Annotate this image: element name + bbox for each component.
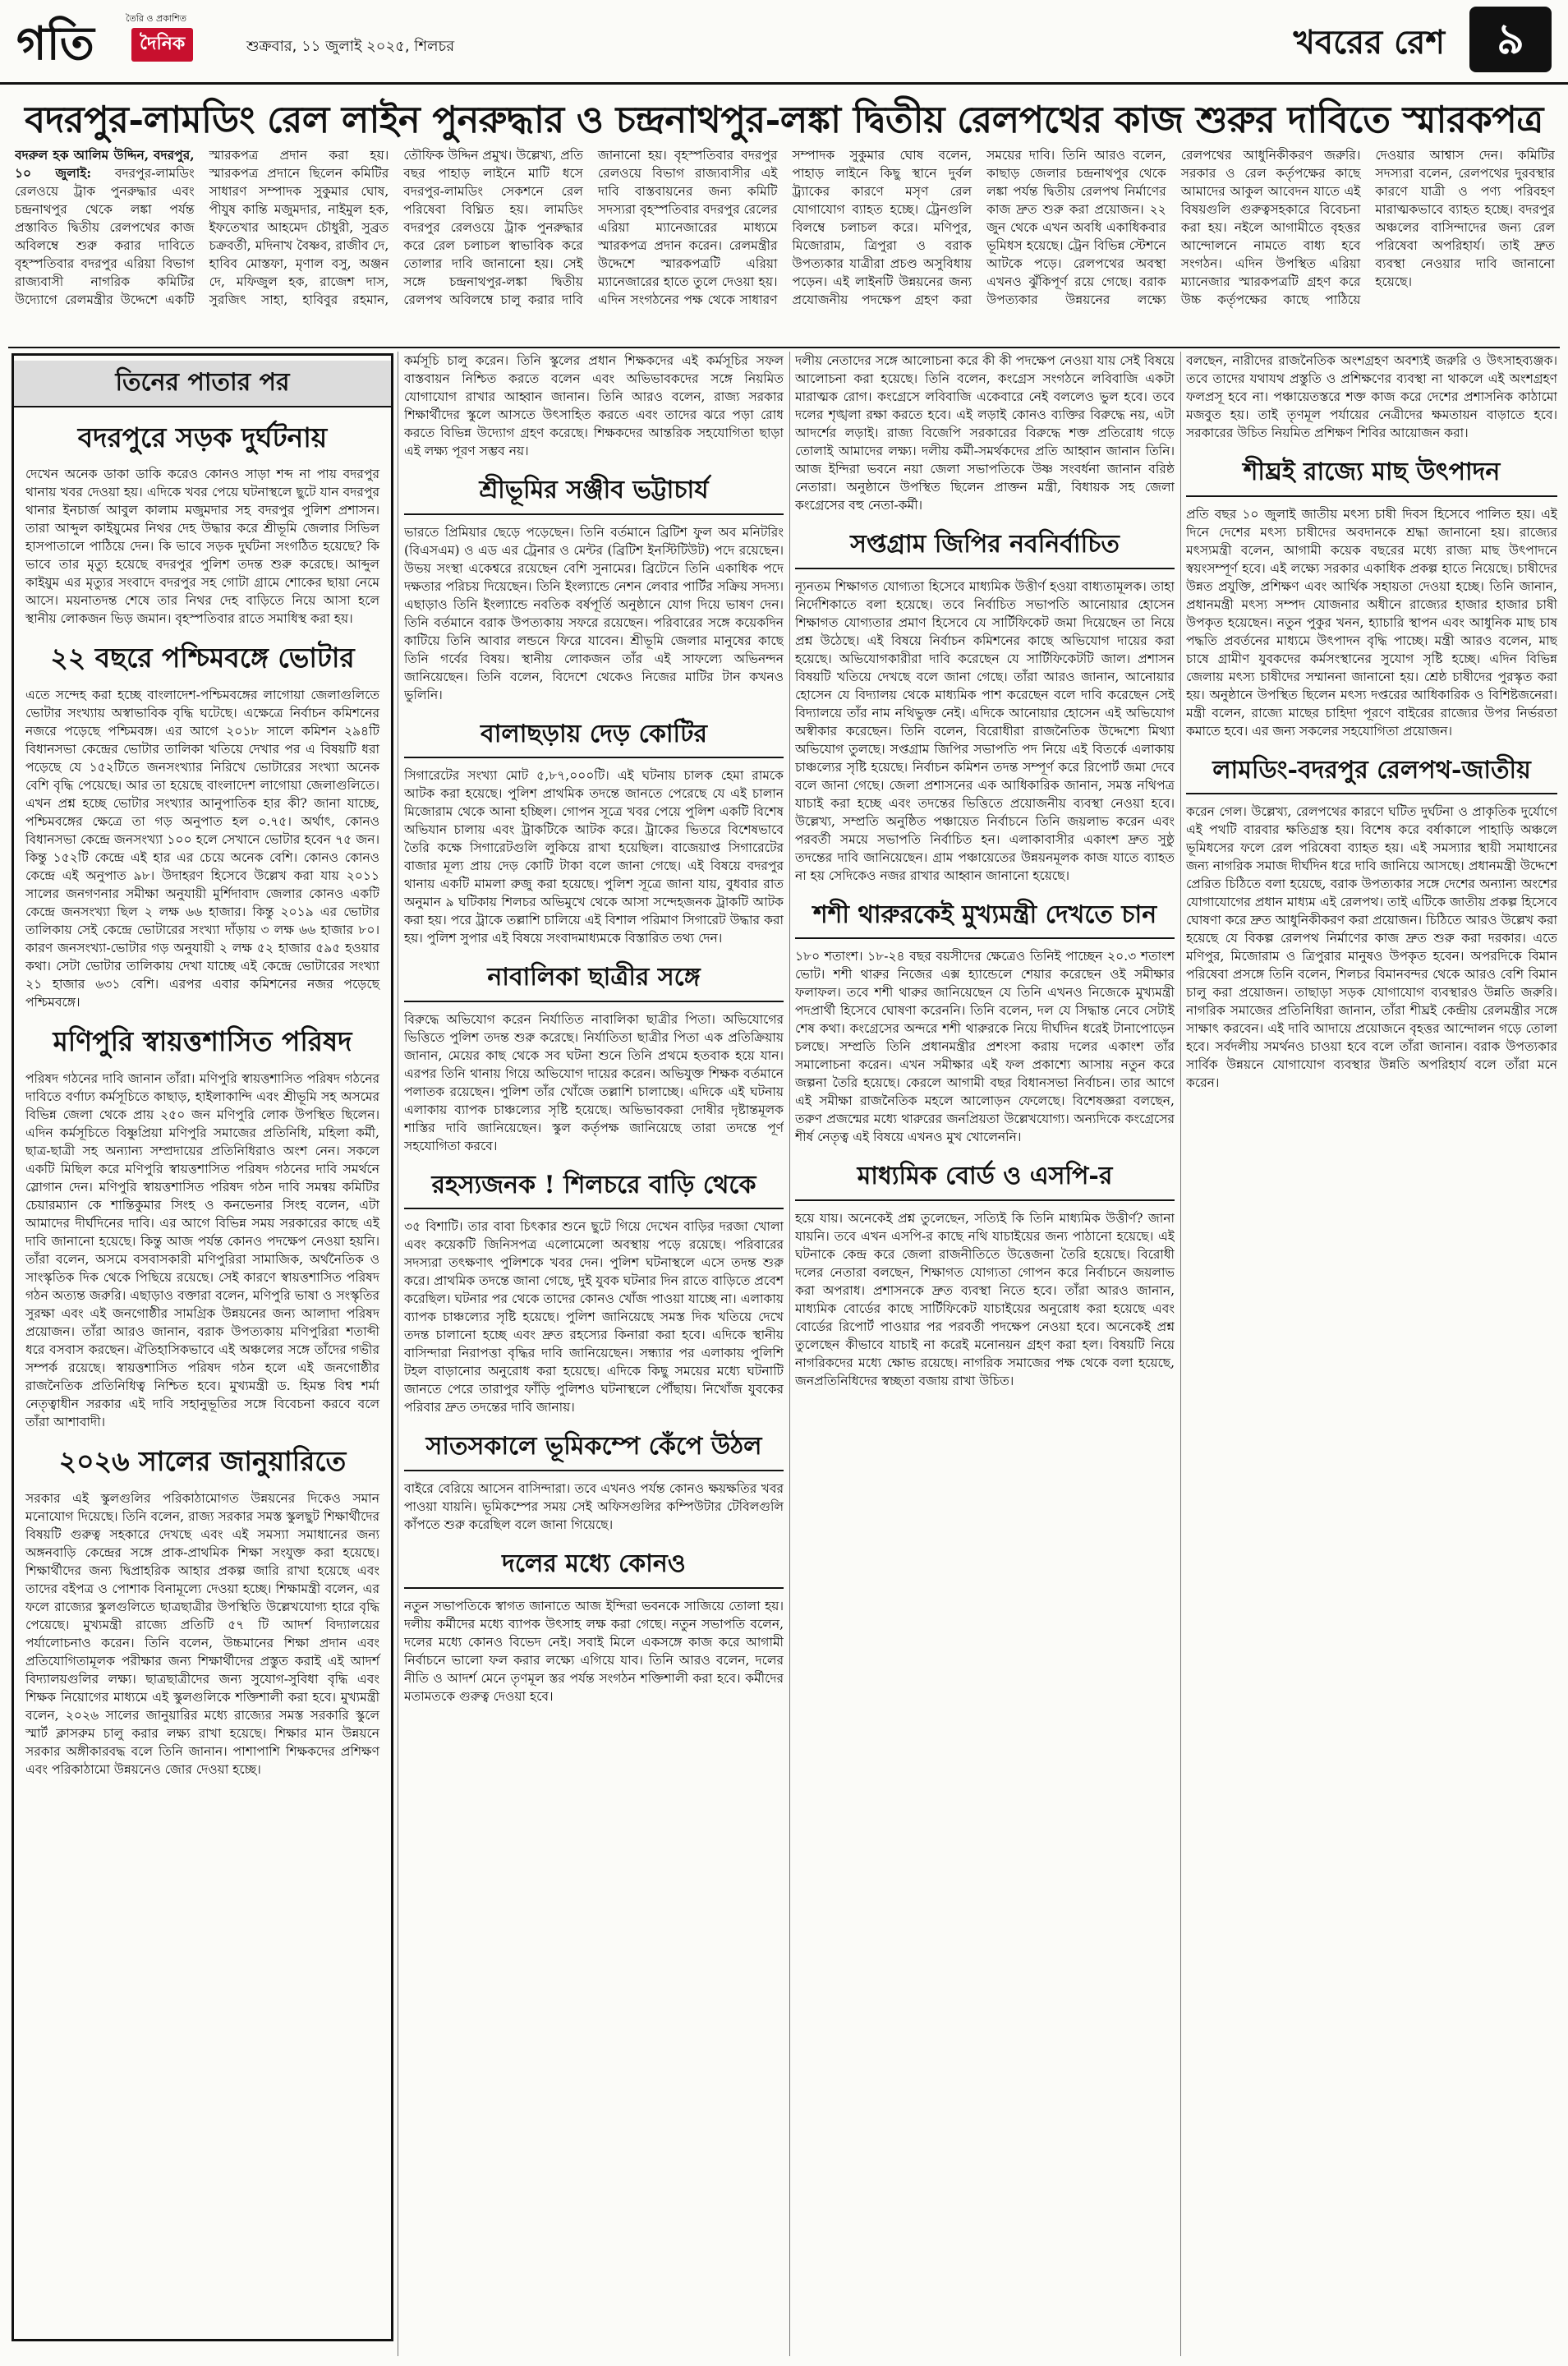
story-body: ভারতে প্রিমিয়ার ছেড়ে পড়েছেন। তিনি বর্তমানে ব্রিটিশ ফুল অব মনিটরিং (বিএসএম) ও এড এর ট্রেনার ও মেন্টর (ব্রিটিশ ইনস্টিটিউট) পদে রয়েছেন। উভয় সংস্থা একেশ্বরে রয়েছেন বেশি সুনামের। ব্রিটেনে তিনি একাধিক পদে দক্ষতার পরিচয় দিয়েছেন। তিনি ইংল্যান্ডে নেশন লেবার পার্টির সক্রিয় সদস্য। এছাড়াও তিনি ইংল্যান্ডে নবতিক বর্ষপূর্তি অনুষ্ঠানে যোগ দিয়ে ভাষণ দেন। তিনি বর্তমানে বরাক উপত্যকায় সফরে রয়েছেন। পরিবারের সঙ্গে কয়েকদিন কাটিয়ে তিনি আবার লন্ডনে ফিরে যাবেন। শ্রীভূমি জেলার মানুষের কাছে তিনি গর্বের বিষয়। স্থানীয় লোকজন তাঁর এই সাফল্যে অভিনন্দন জানিয়েছেন। তিনি বলেন, বিদেশে থেকেও নিজের মাটির টান কখনও ভুলিনি। <box>404 524 784 702</box>
story-body: সরকার এই স্কুলগুলির পরিকাঠামোগত উন্নয়নের দিকেও সমান মনোযোগ দিয়েছে। তিনি বলেন, রাজ্য সরকার সমস্ত স্কুলছুট শিক্ষার্থীদের বিষয়টি গুরুত্ব সহকারে দেখছে এবং এই সমস্যা সমাধানের জন্য অঙ্গনবাড়ি কেন্দ্রের সঙ্গে প্রাক-প্রাথমিক শিক্ষা সংযুক্ত করা হয়েছে। শিক্ষার্থীদের জন্য দ্বিপ্রাহরিক আহার প্রকল্প জারি রাখা হয়েছে এবং তাদের বইপত্র ও পোশাক বিনামূল্যে দেওয়া হচ্ছে। শিক্ষামন্ত্রী বলেন, এর ফলে রাজ্যের স্কুলগুলিতে ছাত্রছাত্রীর উপস্থিতি উল্লেখযোগ্য হারে বৃদ্ধি পেয়েছে। মুখ্যমন্ত্রী রাজ্যে প্রতিটি ৫৭ টি আদর্শ বিদ্যালয়ের পর্যালোচনাও করেন। তিনি বলেন, উচ্চমানের শিক্ষা প্রদান এবং প্রতিযোগিতামূলক পরীক্ষার জন্য শিক্ষার্থীদের প্রস্তুত করাই এই আদর্শ বিদ্যালয়গুলির লক্ষ্য। ছাত্রছাত্রীদের জন্য সুযোগ-সুবিধা বৃদ্ধি এবং শিক্ষক নিয়োগের মাধ্যমে এই স্কুলগুলিকে শক্তিশালী করা হবে। মুখ্যমন্ত্রী বলেন, ২০২৬ সালের জানুয়ারির মধ্যে রাজ্যের সমস্ত সরকারি স্কুলে স্মার্ট ক্লাসরুম চালু করার লক্ষ্য রাখা হয়েছে। শিক্ষার মান উন্নয়নে সরকার অঙ্গীকারবদ্ধ বলে তিনি জানান। পাশাপাশি শিক্ষকদের প্রশিক্ষণ এবং পরিকাঠামো উন্নয়নেও জোর দেওয়া হচ্ছে। <box>25 1491 379 1778</box>
lead-byline: বদরুল হক আলিম উদ্দিন, <box>15 147 149 163</box>
story-body: ৩৫ বিশাটি। তার বাবা চিৎকার শুনে ছুটে গিয়ে দেখেন বাড়ির দরজা খোলা এবং কয়েকটি জিনিসপত্র এলোমেলো অবস্থায় পড়ে রয়েছে। পরিবারের সদস্যরা তৎক্ষণাৎ পুলিশকে খবর দেন। পুলিশ ঘটনাস্থলে এসে তদন্ত শুরু করে। প্রাথমিক তদন্তে জানা গেছে, দুই যুবক ঘটনার দিন রাতে বাড়িতে প্রবেশ করেছিল। ঘটনার পর থেকে তাদের কোনও খোঁজ পাওয়া যাচ্ছে না। এলাকায় ব্যাপক চাঞ্চল্যের সৃষ্টি হয়েছে। পুলিশ জানিয়েছে সমস্ত দিক খতিয়ে দেখে তদন্ত চালানো হচ্ছে এবং দ্রুত রহস্যের কিনারা করা হবে। এদিকে স্থানীয় বাসিন্দারা নিরাপত্তা বৃদ্ধির দাবি জানিয়েছেন। সন্ধ্যার পর এলাকায় পুলিশি টহল বাড়ানোর অনুরোধ করা হয়েছে। এদিকে কিছু সময়ের মধ্যে ঘটনাটি জানতে পেরে তারাপুর ফাঁড়ি পুলিশও ঘটনাস্থলে পৌঁছায়। নিখোঁজ যুবকের পরিবার দ্রুত তদন্তের দাবি জানায়। <box>404 1219 784 1415</box>
story-body: প্রতি বছর ১০ জুলাই জাতীয় মৎস্য চাষী দিবস হিসেবে পালিত হয়। এই দিনে দেশের মৎস্য চাষীদের অবদানকে শ্রদ্ধা জানানো হয়। রাজ্যের মৎস্যমন্ত্রী বলেন, আগামী কয়েক বছরের মধ্যে রাজ্য মাছ উৎপাদনে স্বয়ংসম্পূর্ণ হবে। এই লক্ষ্যে সরকার একাধিক প্রকল্প হাতে নিয়েছে। চাষীদের উন্নত প্রযুক্তি, প্রশিক্ষণ এবং আর্থিক সহায়তা দেওয়া হচ্ছে। তিনি জানান, প্রধানমন্ত্রী মৎস্য সম্পদ যোজনার অধীনে রাজ্যের হাজার হাজার চাষী উপকৃত হয়েছেন। নতুন পুকুর খনন, হ্যাচারি স্থাপন এবং আধুনিক মাছ চাষ পদ্ধতি প্রবর্তনের মাধ্যমে উৎপাদন বৃদ্ধি পাচ্ছে। মন্ত্রী আরও বলেন, মাছ চাষে গ্রামীণ যুবকদের কর্মসংস্থানের সুযোগ সৃষ্টি হচ্ছে। এদিন বিভিন্ন জেলায় মৎস্য চাষীদের সম্মাননা জানানো হয়। শ্রেষ্ঠ চাষীদের পুরস্কৃত করা হয়। অনুষ্ঠানে উপস্থিত ছিলেন মৎস্য দপ্তরের আধিকারিক ও বিশিষ্টজনেরা। মন্ত্রী বলেন, রাজ্যে মাছের চাহিদা পূরণে বাইরের রাজ্যের উপর নির্ভরতা কমাতে হবে। এর জন্য সকলের সহযোগিতা প্রয়োজন। <box>1186 506 1557 739</box>
story-body: হয়ে যায়। অনেকেই প্রশ্ন তুলেছেন, সত্যিই কি তিনি মাধ্যমিক উত্তীর্ণ? জানা যায়নি। তবে এখন এসপি-র কাছে নথি যাচাইয়ের জন্য পাঠানো হয়েছে। এই ঘটনাকে কেন্দ্র করে জেলা রাজনীতিতে উত্তেজনা তৈরি হয়েছে। বিরোধী দলের নেতারা বলছেন, শিক্ষাগত যোগ্যতা গোপন করে নির্বাচনে জয়লাভ করা অপরাধ। প্রশাসনকে দ্রুত ব্যবস্থা নিতে হবে। তাঁরা আরও জানান, মাধ্যমিক বোর্ডের কাছে সার্টিফিকেট যাচাইয়ের অনুরোধ করা হয়েছে এবং বোর্ডের রিপোর্ট পাওয়ার পর পরবর্তী পদক্ষেপ নেওয়া হবে। অনেকেই প্রশ্ন তুলেছেন কীভাবে যাচাই না করেই মনোনয়ন গ্রহণ করা হল। বিষয়টি নিয়ে নাগরিকদের মধ্যে ক্ষোভ রয়েছে। নাগরিক সমাজের পক্ষ থেকে বলা হয়েছে, জনপ্রতিনিধিদের স্বচ্ছতা বজায় রাখা উচিত। <box>795 1210 1175 1388</box>
column-4 <box>1186 352 1557 2356</box>
column-rule <box>789 352 790 2356</box>
story-body: কর্মসূচি চালু করেন। তিনি স্কুলের প্রধান শিক্ষকদের এই কর্মসূচির সফল বাস্তবায়ন নিশ্চিত করতে বলেন এবং অভিভাবকদের সঙ্গে নিয়মিত যোগাযোগ রাখার আহ্বান জানান। তিনি আরও বলেন, রাজ্য সরকার শিক্ষার্থীদের স্কুলে আসতে উৎসাহিত করতে এবং তাদের ঝরে পড়া রোধ করতে বিভিন্ন উদ্যোগ গ্রহণ করেছে। শিক্ষকদের আন্তরিক সহযোগিতা ছাড়া এই লক্ষ্য পূরণ সম্ভব নয়। <box>404 353 784 458</box>
column-3 <box>795 352 1175 2356</box>
story-title: শশী থারুরকেই মুখ্যমন্ত্রী দেখতে চান <box>795 898 1175 940</box>
story-title: শ্রীভূমির সঞ্জীব ভট্টাচার্য <box>404 473 784 515</box>
story-body: দলীয় নেতাদের সঙ্গে আলোচনা করে কী কী পদক্ষেপ নেওয়া যায় সেই বিষয়ে আলোচনা করা হয়েছে। তিনি বলেন, কংগ্রেস সংগঠনে লবিবাজি একটা মারাত্মক রোগ। কংগ্রেসে লবিবাজি একেবারে নেই বললেও ভুল হবে। তবে দলের শৃঙ্খলা রক্ষা করতে হবে। এই লড়াই কোনও ব্যক্তির বিরুদ্ধে নয়, এটা আদর্শের লড়াই। রাজ্য বিজেপি সরকারের বিরুদ্ধে শক্ত প্রতিরোধ গড়ে তোলাই আমাদের লক্ষ্য। দলীয় কর্মী-সমর্থকদের প্রতি আহ্বান জানান তিনি। আজ ইন্দিরা ভবনে নয়া জেলা সভাপতিকে উষ্ণ সংবর্ধনা জানান বরিষ্ঠ নেতারা। অনুষ্ঠানে উপস্থিত ছিলেন প্রাক্তন মন্ত্রী, বিধায়ক সহ জেলা কংগ্রেসের বহু নেতা-কর্মী। <box>795 353 1175 513</box>
story-title: মণিপুরি স্বায়ত্তশাসিত পরিষদ <box>53 1025 352 1058</box>
newspaper-logo: গতি <box>16 16 94 71</box>
story-title: বালাছড়ায় দেড় কোটির <box>404 717 784 759</box>
story-title: রহস্যজনক ! শিলচরে বাড়ি থেকে <box>404 1168 784 1210</box>
masthead <box>0 0 1568 85</box>
lead-dateline: বদরপুর, ১০ জুলাই: <box>15 147 195 181</box>
story-title: মাধ্যমিক বোর্ড ও এসপি-র <box>795 1159 1175 1201</box>
story-title: সাতসকালে ভূমিকম্পে কেঁপে উঠল <box>404 1429 784 1471</box>
continued-kicker: তিনের পাতার পর <box>14 361 391 407</box>
story-title: শীঘ্রই রাজ্যে মাছ উৎপাদন <box>1186 455 1557 497</box>
section-name: খবরের রেশ <box>1293 23 1445 62</box>
story-title: ২২ বছরে পশ্চিমবঙ্গে ভোটার <box>50 642 355 674</box>
story-body: বাইরে বেরিয়ে আসেন বাসিন্দারা। তবে এখনও পর্যন্ত কোনও ক্ষয়ক্ষতির খবর পাওয়া যায়নি। ভূমিকম্পের সময় সেই অফিসগুলির কম্পিউটার টেবিলগুলি কাঁপতে শুরু করেছিল বলে জানা গিয়েছে। <box>404 1480 784 1532</box>
story-body: দেখেন অনেক ডাকা ডাকি করেও কোনও সাড়া শব্দ না পায় বদরপুর থানায় খবর দেওয়া হয়। এদিকে খবর পেয়ে ঘটনাস্থলে ছুটে যান বদরপুর থানার ইনচার্জ আবুল কালাম মজুমদার সহ বদরপুর পুলিশ প্রশাসন। তারা আব্দুল কাইয়ুমের নিথর দেহ উদ্ধার করে শ্রীভূমি জেলার সিভিল হাসপাতালে পাঠিয়ে দেন। কি ভাবে সড়ক দুর্ঘটনা সংগঠিত হয়েছে? কি ভাবে তার মৃত্যু হয়েছে বদরপুর পুলিশ তদন্ত শুরু করেছে। আব্দুল কাইয়ুম এর মৃত্যুর সংবাদে বদরপুর সহ গোটা গ্রামে শোকের ছায়া নেমে আসে। ময়নাতদন্ত শেষে তার নিথর দেহ বাড়িতে নিয়ে আসা হলে স্থানীয় লোকজন ভিড় জমান। বৃহস্পতিবার রাতে সমাধিস্থ করা হয়। <box>25 467 379 627</box>
story-title: সপ্তগ্রাম জিপির নবনির্বাচিত <box>795 527 1175 569</box>
story-body: ১৮০ শতাংশ। ১৮-২৪ বছর বয়সীদের ক্ষেত্রেও তিনিই পাচ্ছেন ২০.৩ শতাংশ ভোট। শশী থারুর নিজের এক্স হ্যান্ডেলে শেয়ার করেছেন ওই সমীক্ষার ফলাফল। তবে শশী থারুর জানিয়েছেন যে তিনি এখনও নিজেকে মুখ্যমন্ত্রী পদপ্রার্থী হিসেবে ঘোষণা করেননি। তিনি বলেন, দল যে সিদ্ধান্ত নেবে সেটাই শেষ কথা। কংগ্রেসের অন্দরে শশী থারুরকে নিয়ে দীর্ঘদিন ধরেই টানাপোড়েন চলছে। সম্প্রতি তিনি প্রধানমন্ত্রীর প্রশংসা করায় দলের একাংশ তাঁর সমালোচনা করেন। এখন সমীক্ষার এই ফল প্রকাশ্যে আসায় নতুন করে জল্পনা তৈরি হয়েছে। কেরলে আগামী বছর বিধানসভা নির্বাচন। তার আগে এই সমীক্ষা রাজনৈতিক মহলে আলোড়ন ফেলেছে। বিশেষজ্ঞরা বলছেন, তরুণ প্রজন্মের মধ্যে থারুরের জনপ্রিয়তা উল্লেখযোগ্য। অন্যদিকে কংগ্রেসের শীর্ষ নেতৃত্ব এই বিষয়ে এখনও মুখ খোলেননি। <box>795 949 1175 1145</box>
story-title: ২০২৬ সালের জানুয়ারিতে <box>58 1445 347 1478</box>
story-body: এতে সন্দেহ করা হচ্ছে বাংলাদেশ-পশ্চিমবঙ্গের লাগোয়া জেলাগুলিতে ভোটার সংখ্যায় অস্বাভাবিক বৃদ্ধি ঘটেছে। এক্ষেত্রে নির্বাচন কমিশনের নজরে পড়েছে পশ্চিমবঙ্গ। এর আগে ২০১৮ সালে কমিশন ২৯৪টি বিধানসভা কেন্দ্রের ভোটার তালিকা খতিয়ে দেখার পর এ বিষয়টি ধরা পড়েছে যে ১৫২টিতে জনসংখ্যার নিরিখে ভোটারের সংখ্যা অনেক বেশি বৃদ্ধি পেয়েছে। আর তা হয়েছে বাংলাদেশ লাগোয়া জেলাগুলিতে। এখন প্রশ্ন হচ্ছে ভোটার সংখ্যার আনুপাতিক হার কী? জানা যাচ্ছে, পশ্চিমবঙ্গের ক্ষেত্রে তা গড় অনুপাত হল ০.৭৫। অর্থাৎ, কোনও বিধানসভা কেন্দ্রে জনসংখ্যা ১০০ হলে সেখানে ভোটার হবেন ৭৫ জন। কিন্তু ১৫২টি কেন্দ্রে এই হার এর চেয়ে অনেক বেশি। কোনও কোনও কেন্দ্রে এই অনুপাত ৯৮। উদাহরণ হিসেবে উল্লেখ করা যায় ২০১১ সালের জনগণনার সমীক্ষা অনুযায়ী মুর্শিদাবাদ জেলার কোনও একটি কেন্দ্রে জনসংখ্যা ছিল ২ লক্ষ ৬৬ হাজার। কিন্তু ২০১৯ এর ভোটার তালিকায় সেই কেন্দ্রে ভোটারের সংখ্যা দাঁড়ায় ৩ লক্ষ ৬৬ হাজার ৮০। কারণ জনসংখ্যা-ভোটার গড় অনুযায়ী ২ লক্ষ ৫২ হাজার ৫৯৫ হওয়ার কথা। সেটা ভোটার তালিকায় দেখা যাচ্ছে এই কেন্দ্রে ভোটারের সংখ্যা ২১ হাজার ৬৩১ বেশি। এরপর এবার কমিশনের নজর পড়েছে পশ্চিমবঙ্গে। <box>25 688 379 1010</box>
logo-tagline: তৈরি ও প্রকাশিত <box>126 13 186 24</box>
story-body: করেন গেল। উল্লেখ্য, রেলপথের কারণে ঘটিত দুর্ঘটনা ও প্রাকৃতিক দুর্যোগে এই পথটি বারবার ক্ষতিগ্রস্ত হয়। বিশেষ করে বর্ষাকালে পাহাড়ি অঞ্চলে ভূমিধসের ফলে রেল পরিষেবা ব্যাহত হয়। এই সমস্যার স্থায়ী সমাধানের জন্য নাগরিক সমাজ দীর্ঘদিন ধরে দাবি জানিয়ে আসছে। প্রধানমন্ত্রী উদ্দেশে প্রেরিত চিঠিতে বলা হয়েছে, বরাক উপত্যকার সঙ্গে দেশের অন্যান্য অংশের যোগাযোগের প্রধান মাধ্যম এই রেলপথ। তাই এটিকে জাতীয় প্রকল্প হিসেবে ঘোষণা করে দ্রুত আধুনিকীকরণ করা প্রয়োজন। চিঠিতে আরও উল্লেখ করা হয়েছে যে বিকল্প রেলপথ নির্মাণের কাজ দ্রুত শুরু করা দরকার। এতে মণিপুর, মিজোরাম ও ত্রিপুরার মানুষও উপকৃত হবেন। অপরদিকে বিমান পরিষেবা প্রসঙ্গে তিনি বলেন, শিলচর বিমানবন্দর থেকে আরও বেশি বিমান চালু করা প্রয়োজন। তাছাড়া সড়ক যোগাযোগ ব্যবস্থারও উন্নতি জরুরি। নাগরিক সমাজের প্রতিনিধিরা জানান, তাঁরা শীঘ্রই কেন্দ্রীয় রেলমন্ত্রীর সঙ্গে সাক্ষাৎ করবেন। এই দাবি আদায়ে প্রয়োজনে বৃহত্তর আন্দোলন গড়ে তোলা হবে। সর্বদলীয় সমর্থনও চাওয়া হবে বলে তাঁরা জানান। বরাক উপত্যকার সার্বিক উন্নয়নে যোগাযোগ ব্যবস্থার উন্নতি অপরিহার্য বলে তাঁরা মনে করেন। <box>1186 804 1557 1091</box>
story-title: লামডিং-বদরপুর রেলপথ-জাতীয় <box>1186 753 1557 795</box>
page-number: ৯ <box>1469 7 1552 72</box>
story-title: দলের মধ্যে কোনও <box>404 1547 784 1589</box>
story-body: সিগারেটের সংখ্যা মোট ৫,৮৭,০০০টি। এই ঘটনায় চালক হেমা রামকে আটক করা হয়েছে। পুলিশ প্রাথমিক তদন্তে জানতে পেরেছে যে এই চালান মিজোরাম থেকে আনা হচ্ছিল। গোপন সূত্রে খবর পেয়ে পুলিশ একটি বিশেষ অভিযান চালায় এবং ট্রাকটিকে আটক করে। ট্রাকের ভিতরে বিশেষভাবে তৈরি কক্ষে সিগারেটগুলি লুকিয়ে রাখা হয়েছিল। বাজেয়াপ্ত সিগারেটের বাজার মূল্য প্রায় দেড় কোটি টাকা বলে জানা গেছে। এই বিষয়ে বদরপুর থানায় একটি মামলা রুজু করা হয়েছে। পুলিশ সূত্রে জানা যায়, বুধবার রাত অনুমান ৯ ঘটিকায় শিলচর অভিমুখে থেকে আসা সন্দেহজনক ট্রাকটি আটক করা হয়। পরে ট্রাকে তল্লাশি চালিয়ে এই বিশাল পরিমাণ সিগারেট উদ্ধার করা হয়। পুলিশ সুপার এই বিষয়ে সংবাদমাধ্যমকে বিস্তারিত তথ্য দেন। <box>404 768 784 946</box>
story-title: নাবালিকা ছাত্রীর সঙ্গে <box>404 960 784 1002</box>
column-rule <box>1180 352 1181 2356</box>
lead-headline: বদরপুর-লামডিং রেল লাইন পুনরুদ্ধার ও চন্দ্রনাথপুর-লঙ্কা দ্বিতীয় রেলপথের কাজ শুরুর দাবিতে স্মারকপত্র <box>25 98 1543 141</box>
continued-box <box>11 353 393 2341</box>
story-body: নতুন সভাপতিকে স্বাগত জানাতে আজ ইন্দিরা ভবনকে সাজিয়ে তোলা হয়। দলীয় কর্মীদের মধ্যে ব্যাপক উৎসাহ লক্ষ করা গেছে। নতুন সভাপতি বলেন, দলের মধ্যে কোনও বিভেদ নেই। সবাই মিলে একসঙ্গে কাজ করে আগামী নির্বাচনে ভালো ফল করার লক্ষ্যে এগিয়ে যাব। তিনি আরও বলেন, দলের নীতি ও আদর্শ মেনে তৃণমূল স্তর পর্যন্ত সংগঠন শক্তিশালী করা হবে। কর্মীদের মতামতকে গুরুত্ব দেওয়া হবে। <box>404 1598 784 1704</box>
story-body: ন্যূনতম শিক্ষাগত যোগ্যতা হিসেবে মাধ্যমিক উত্তীর্ণ হওয়া বাধ্যতামূলক। তাহা নির্দেশিকাতে বলা হয়েছে। তবে নির্বাচিত সভাপতি আনোয়ার হোসেন শিক্ষাগত যোগ্যতার প্রমাণ হিসেবে যে সার্টিফিকেট জমা দিয়েছেন তা নিয়ে প্রশ্ন উঠেছে। এই বিষয়ে নির্বাচন কমিশনের কাছে অভিযোগ দায়ের করা হয়েছে। অভিযোগকারীরা দাবি করেছেন যে সার্টিফিকেটটি জাল। প্রশাসন বিষয়টি খতিয়ে দেখছে বলে জানা গেছে। তাঁরা আরও জানান, আনোয়ার হোসেন যে বিদ্যালয় থেকে মাধ্যমিক পাশ করেছেন বলে দাবি করেছেন সেই বিদ্যালয়ে তাঁর নাম নথিভুক্ত নেই। এদিকে আনোয়ার হোসেন এই অভিযোগ অস্বীকার করেছেন। তিনি বলেন, বিরোধীরা রাজনৈতিক উদ্দেশ্যে মিথ্যা অভিযোগ তুলছে। সপ্তগ্রাম জিপির সভাপতি পদ নিয়ে এই বিতর্কে এলাকায় চাঞ্চল্যের সৃষ্টি হয়েছে। নির্বাচন কমিশন তদন্ত সম্পূর্ণ করে রিপোর্ট জমা দেবে বলে জানা গেছে। জেলা প্রশাসনের এক আধিকারিক জানান, সমস্ত নথিপত্র যাচাই করা হচ্ছে এবং তদন্তের ভিত্তিতে প্রয়োজনীয় ব্যবস্থা নেওয়া হবে। উল্লেখ্য, সম্প্রতি অনুষ্ঠিত পঞ্চায়েত নির্বাচনে তিনি জয়লাভ করেন এবং পরবর্তী সময়ে সভাপতি নির্বাচিত হন। এলাকাবাসীর একাংশ দ্রুত সুষ্ঠু তদন্তের দাবি জানিয়েছেন। গ্রাম পঞ্চায়েতের উন্নয়নমূলক কাজ যাতে ব্যাহত না হয় সেদিকেও নজর রাখার আহ্বান জানানো হয়েছে। <box>795 578 1175 883</box>
story-body: বিরুদ্ধে অভিযোগ করেন নির্যাতিত নাবালিকা ছাত্রীর পিতা। অভিযোগের ভিত্তিতে পুলিশ তদন্ত শুরু করেছে। নির্যাতিতা ছাত্রীর পিতা এক প্রতিক্রিয়ায় জানান, মেয়ের কাছ থেকে সব ঘটনা শুনে তিনি প্রথমে হতবাক হয়ে যান। এরপর তিনি থানায় গিয়ে অভিযোগ দায়ের করেন। অভিযুক্ত শিক্ষক বর্তমানে পলাতক রয়েছেন। পুলিশ তাঁর খোঁজে তল্লাশি চালাচ্ছে। এদিকে এই ঘটনায় এলাকায় ব্যাপক চাঞ্চল্যের সৃষ্টি হয়েছে। অভিভাবকরা দোষীর দৃষ্টান্তমূলক শাস্তির দাবি জানিয়েছেন। স্কুল কর্তৃপক্ষ জানিয়েছে তারা তদন্তে পূর্ণ সহযোগিতা করবে। <box>404 1011 784 1153</box>
story-body: বলছেন, নারীদের রাজনৈতিক অংশগ্রহণ অবশ্যই জরুরি ও উৎসাহব্যঞ্জক। তবে তাদের যথাযথ প্রস্তুতি ও প্রশিক্ষণের ব্যবস্থা না থাকলে এই অংশগ্রহণ ফলপ্রসূ হবে না। পঞ্চায়েতস্তরে শক্ত কাজ করে দেশের প্রশাসনিক কাঠামো মজবুত হয়। তাই তৃণমূল পর্যায়ের নেত্রীদের ক্ষমতায়ন বাড়াতে হবে। সরকারের উচিত নিয়মিত প্রশিক্ষণ শিবির আয়োজন করা। <box>1186 353 1557 440</box>
lead-story <box>15 146 1555 343</box>
lead-body: বদরপুর-লামডিং রেলওয়ে ট্রাক পুনরুদ্ধার এবং চন্দ্রনাথপুর থেকে লঙ্কা পর্যন্ত প্রস্তাবিত দ্বিতীয় রেলপথের কাজ অবিলম্বে শুরু করার দাবিতে বৃহস্পতিবার বদরপুর এরিয়া বিভাগ রাজ্যবাসী নাগরিক কমিটির উদ্যোগে রেলমন্ত্রীর উদ্দেশে একটি স্মারকপত্র প্রদান করা হয়। স্মারকপত্র প্রদানে ছিলেন কমিটির সাধারণ সম্পাদক সুকুমার ঘোষ, পীযুষ কান্তি মজুমদার, নাইমুল হক, ইফতেখার আহমেদ চৌধুরী, সুব্রত চক্রবর্তী, মদিনাখ বৈষ্ণব, রাজীব দে, হাবিব মোস্তফা, মৃণাল বসু, অঞ্জন দে, মফিজুল হক, রাজেশ দাস, সুরজিৎ সাহা, হাবিবুর রহমান, তৌফিক উদ্দিন প্রমুখ। উল্লেখ্য, প্রতি বছর পাহাড় লাইনে মাটি ধসে বদরপুর-লামডিং সেকশনে রেল পরিষেবা বিঘ্নিত হয়। লামডিং বদরপুর রেলওয়ে ট্রাক পুনরুদ্ধার করে রেল চলাচল স্বাভাবিক করে তোলার দাবি জানানো হয়। সেই সঙ্গে চন্দ্রনাথপুর-লঙ্কা দ্বিতীয় রেলপথ অবিলম্বে চালু করার দাবি জানানো হয়। বৃহস্পতিবার বদরপুর রেলওয়ে বিভাগ রাজ্যবাসীর এই দাবি বাস্তবায়নের জন্য কমিটি সদস্যরা বৃহস্পতিবার বদরপুর রেলের এরিয়া ম্যানেজারের মাধ্যমে স্মারকপত্র প্রদান করেন। রেলমন্ত্রীর উদ্দেশে স্মারকপত্রটি এরিয়া ম্যানেজারের হাতে তুলে দেওয়া হয়। এদিন সংগঠনের পক্ষ থেকে সাধারণ সম্পাদক সুকুমার ঘোষ বলেন, পাহাড় লাইনে কিছু স্থানে দুর্বল ট্র্যাকের কারণে মসৃণ রেল যোগাযোগ ব্যাহত হচ্ছে। ট্রেনগুলি বিলম্বে চলাচল করে। মণিপুর, মিজোরাম, ত্রিপুরা ও বরাক উপত্যকার যাত্রীরা প্রচণ্ড অসুবিধায় পড়েন। এই লাইনটি উন্নয়নের জন্য প্রযোজনীয় পদক্ষেপ গ্রহণ করা সময়ের দাবি। তিনি আরও বলেন, কাছাড় জেলার চন্দ্রনাথপুর থেকে লঙ্কা পর্যন্ত দ্বিতীয় রেলপথ নির্মাণের কাজ দ্রুত শুরু করা প্রয়োজন। ২২ জুন থেকে এখন অবধি একাধিকবার ভূমিধস হয়েছে। ট্রেন বিভিন্ন স্টেশনে আটকে পড়ে। রেলপথের অবস্থা এখনও ঝুঁকিপূর্ণ রয়ে গেছে। বরাক উপত্যকার উন্নয়নের লক্ষ্যে রেলপথের আধুনিকীকরণ জরুরি। সরকার ও রেল কর্তৃপক্ষের কাছে আমাদের আকুল আবেদন যাতে এই বিষয়গুলি গুরুত্বসহকারে বিবেচনা করা হয়। নইলে আগামীতে বৃহত্তর আন্দোলনে নামতে বাধ্য হবে সংগঠন। এদিন উপস্থিত এরিয়া ম্যানেজার স্মারকপত্রটি গ্রহণ করে উচ্চ কর্তৃপক্ষের কাছে পাঠিয়ে দেওয়ার আশ্বাস দেন। কমিটির সদস্যরা বলেন, রেলপথের দুরবস্থার কারণে যাত্রী ও পণ্য পরিবহণ মারাত্মকভাবে ব্যাহত হচ্ছে। বদরপুর অঞ্চলের বাসিন্দাদের জন্য রেল পরিষেবা অপরিহার্য। তাই দ্রুত ব্যবস্থা নেওয়ার দাবি জানানো হয়েছে। <box>15 148 1555 307</box>
story-body: পরিষদ গঠনের দাবি জানান তাঁরা। মণিপুরি স্বায়ত্তশাসিত পরিষদ গঠনের দাবিতে বর্ণাঢ্য কর্মসূচিতে কাছাড়, হাইলাকান্দি এবং শ্রীভূমি সহ অসমের বিভিন্ন জেলা থেকে প্রায় ২৫০ জন মণিপুরি লোক উপস্থিত ছিলেন। এদিন কর্মসূচিতে বিষ্ণুপ্রিয়া মণিপুরি সমাজের প্রতিনিধি, মহিলা কর্মী, ছাত্র-ছাত্রী সহ অন্যান্য সম্প্রদায়ের প্রতিনিধিরাও অংশ নেন। সকলে একটি মিছিল করে মণিপুরি স্বায়ত্তশাসিত পরিষদ গঠনের দাবি সমর্থনে স্লোগান দেন। মণিপুরি স্বায়ত্তশাসিত পরিষদ গঠন দাবি সমন্বয় কমিটির চেয়ারম্যান কে শান্তিকুমার সিংহ ও কনভেনার সিংহ বলেন, এটা আমাদের দীর্ঘদিনের দাবি। এর আগে বিভিন্ন সময় সরকারের কাছে এই দাবি জানানো হয়েছে। কিন্তু আজ পর্যন্ত কোনও পদক্ষেপ নেওয়া হয়নি। তাঁরা বলেন, অসমে বসবাসকারী মণিপুরিরা সামাজিক, অর্থনৈতিক ও সাংস্কৃতিক দিক থেকে পিছিয়ে রয়েছে। সেই কারণে স্বায়ত্তশাসিত পরিষদ গঠন অত্যন্ত জরুরি। এছাড়াও বক্তারা বলেন, মণিপুরি ভাষা ও সংস্কৃতির সুরক্ষা এবং এই জনগোষ্ঠীর সামগ্রিক উন্নয়নের জন্য আলাদা পরিষদ প্রয়োজন। তাঁরা আরও জানান, বরাক উপত্যকায় মণিপুরিরা শতাব্দী ধরে বসবাস করছেন। ঐতিহাসিকভাবে এই অঞ্চলের সঙ্গে তাঁদের গভীর সম্পর্ক রয়েছে। স্বায়ত্তশাসিত পরিষদ গঠন হলে এই জনগোষ্ঠীর রাজনৈতিক প্রতিনিধিত্ব নিশ্চিত হবে। মুখ্যমন্ত্রী ড. হিমন্ত বিশ্ব শর্মা নেতৃত্বাধীন সরকার এই দাবি সহানুভূতির সঙ্গে বিবেচনা করবে বলে তাঁরা আশাবাদী। <box>25 1071 379 1430</box>
section-divider <box>8 347 1560 348</box>
logo-badge: দৈনিক <box>131 28 193 62</box>
column-2 <box>404 352 784 2356</box>
issue-dateline: শুক্রবার, ১১ জুলাই ২০২৫, শিলচর <box>246 38 455 55</box>
story-title: বদরপুরে সড়ক দুর্ঘটনায় <box>77 421 328 453</box>
